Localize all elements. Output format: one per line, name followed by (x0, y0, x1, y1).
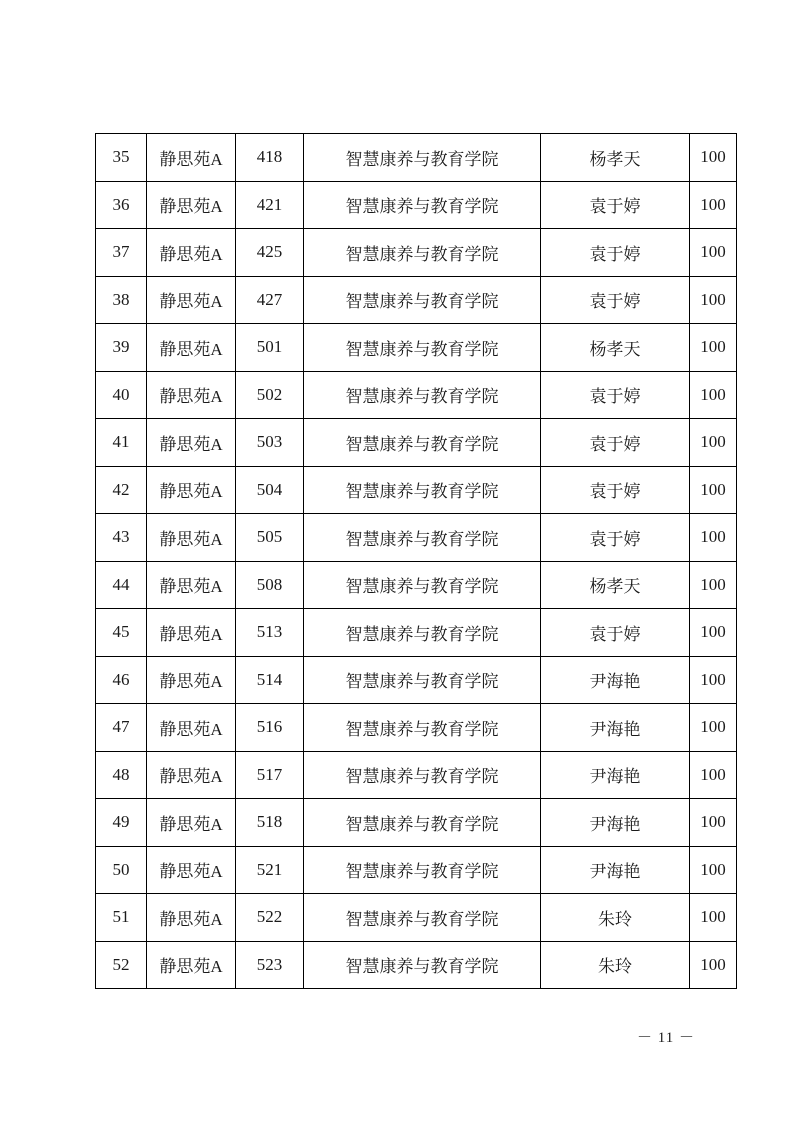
college-cell: 智慧康养与教育学院 (304, 609, 541, 657)
table-row (96, 751, 737, 799)
row-number-cell: 36 (96, 181, 147, 229)
building-cell: 静思苑A (147, 751, 236, 799)
score-cell: 100 (690, 466, 737, 514)
college-cell: 智慧康养与教育学院 (304, 276, 541, 324)
room-number-cell: 514 (236, 656, 304, 704)
building-cell: 静思苑A (147, 799, 236, 847)
college-cell: 智慧康养与教育学院 (304, 324, 541, 372)
score-cell: 100 (690, 134, 737, 182)
staff-name-cell: 朱玲 (541, 894, 690, 942)
score-cell: 100 (690, 894, 737, 942)
room-number-cell: 518 (236, 799, 304, 847)
college-cell: 智慧康养与教育学院 (304, 656, 541, 704)
staff-name-cell: 尹海艳 (541, 751, 690, 799)
building-cell: 静思苑A (147, 276, 236, 324)
score-cell: 100 (690, 276, 737, 324)
room-number-cell: 418 (236, 134, 304, 182)
building-cell: 静思苑A (147, 846, 236, 894)
row-number-cell: 49 (96, 799, 147, 847)
room-number-cell: 502 (236, 371, 304, 419)
room-number-cell: 427 (236, 276, 304, 324)
staff-name-cell: 袁于婷 (541, 609, 690, 657)
staff-name-cell: 袁于婷 (541, 514, 690, 562)
score-cell: 100 (690, 561, 737, 609)
room-number-cell: 521 (236, 846, 304, 894)
staff-name-cell: 袁于婷 (541, 466, 690, 514)
table-row (96, 276, 737, 324)
staff-name-cell: 袁于婷 (541, 419, 690, 467)
building-cell: 静思苑A (147, 656, 236, 704)
score-cell: 100 (690, 324, 737, 372)
building-cell: 静思苑A (147, 134, 236, 182)
score-cell: 100 (690, 846, 737, 894)
table-row (96, 846, 737, 894)
building-cell: 静思苑A (147, 704, 236, 752)
table-row (96, 941, 737, 989)
score-cell: 100 (690, 181, 737, 229)
college-cell: 智慧康养与教育学院 (304, 371, 541, 419)
college-cell: 智慧康养与教育学院 (304, 181, 541, 229)
row-number-cell: 46 (96, 656, 147, 704)
table-row (96, 894, 737, 942)
table-row (96, 799, 737, 847)
college-cell: 智慧康养与教育学院 (304, 419, 541, 467)
table-row (96, 514, 737, 562)
room-number-cell: 513 (236, 609, 304, 657)
row-number-cell: 45 (96, 609, 147, 657)
room-number-cell: 501 (236, 324, 304, 372)
room-number-cell: 517 (236, 751, 304, 799)
room-number-cell: 425 (236, 229, 304, 277)
staff-name-cell: 杨孝天 (541, 324, 690, 372)
building-cell: 静思苑A (147, 894, 236, 942)
row-number-cell: 50 (96, 846, 147, 894)
room-number-cell: 516 (236, 704, 304, 752)
building-cell: 静思苑A (147, 181, 236, 229)
score-cell: 100 (690, 799, 737, 847)
score-cell: 100 (690, 419, 737, 467)
table-row (96, 229, 737, 277)
row-number-cell: 41 (96, 419, 147, 467)
college-cell: 智慧康养与教育学院 (304, 134, 541, 182)
staff-name-cell: 杨孝天 (541, 134, 690, 182)
room-number-cell: 503 (236, 419, 304, 467)
table-row (96, 609, 737, 657)
table-row (96, 419, 737, 467)
table-row (96, 704, 737, 752)
score-cell: 100 (690, 656, 737, 704)
score-cell: 100 (690, 941, 737, 989)
building-cell: 静思苑A (147, 371, 236, 419)
college-cell: 智慧康养与教育学院 (304, 799, 541, 847)
college-cell: 智慧康养与教育学院 (304, 466, 541, 514)
row-number-cell: 35 (96, 134, 147, 182)
score-cell: 100 (690, 609, 737, 657)
row-number-cell: 48 (96, 751, 147, 799)
score-cell: 100 (690, 514, 737, 562)
row-number-cell: 38 (96, 276, 147, 324)
score-table (95, 133, 737, 989)
building-cell: 静思苑A (147, 229, 236, 277)
row-number-cell: 37 (96, 229, 147, 277)
college-cell: 智慧康养与教育学院 (304, 514, 541, 562)
room-number-cell: 508 (236, 561, 304, 609)
staff-name-cell: 尹海艳 (541, 846, 690, 894)
table-row (96, 561, 737, 609)
table-row (96, 181, 737, 229)
room-number-cell: 421 (236, 181, 304, 229)
table-row (96, 324, 737, 372)
room-number-cell: 504 (236, 466, 304, 514)
college-cell: 智慧康养与教育学院 (304, 846, 541, 894)
table-row (96, 656, 737, 704)
college-cell: 智慧康养与教育学院 (304, 941, 541, 989)
college-cell: 智慧康养与教育学院 (304, 229, 541, 277)
staff-name-cell: 尹海艳 (541, 799, 690, 847)
room-number-cell: 505 (236, 514, 304, 562)
room-number-cell: 522 (236, 894, 304, 942)
table-row (96, 134, 737, 182)
staff-name-cell: 尹海艳 (541, 656, 690, 704)
staff-name-cell: 袁于婷 (541, 276, 690, 324)
college-cell: 智慧康养与教育学院 (304, 751, 541, 799)
table-row (96, 466, 737, 514)
dorm-score-table (95, 133, 737, 989)
staff-name-cell: 尹海艳 (541, 704, 690, 752)
room-number-cell: 523 (236, 941, 304, 989)
row-number-cell: 51 (96, 894, 147, 942)
building-cell: 静思苑A (147, 466, 236, 514)
row-number-cell: 42 (96, 466, 147, 514)
college-cell: 智慧康养与教育学院 (304, 704, 541, 752)
staff-name-cell: 袁于婷 (541, 371, 690, 419)
row-number-cell: 39 (96, 324, 147, 372)
row-number-cell: 43 (96, 514, 147, 562)
score-cell: 100 (690, 229, 737, 277)
staff-name-cell: 朱玲 (541, 941, 690, 989)
building-cell: 静思苑A (147, 609, 236, 657)
row-number-cell: 52 (96, 941, 147, 989)
row-number-cell: 44 (96, 561, 147, 609)
building-cell: 静思苑A (147, 514, 236, 562)
row-number-cell: 40 (96, 371, 147, 419)
college-cell: 智慧康养与教育学院 (304, 561, 541, 609)
row-number-cell: 47 (96, 704, 147, 752)
table-body (96, 134, 737, 989)
score-cell: 100 (690, 371, 737, 419)
building-cell: 静思苑A (147, 941, 236, 989)
page-number: － 11 － (637, 1030, 695, 1046)
score-cell: 100 (690, 751, 737, 799)
building-cell: 静思苑A (147, 561, 236, 609)
staff-name-cell: 袁于婷 (541, 181, 690, 229)
college-cell: 智慧康养与教育学院 (304, 894, 541, 942)
staff-name-cell: 杨孝天 (541, 561, 690, 609)
table-row (96, 371, 737, 419)
staff-name-cell: 袁于婷 (541, 229, 690, 277)
building-cell: 静思苑A (147, 419, 236, 467)
score-cell: 100 (690, 704, 737, 752)
building-cell: 静思苑A (147, 324, 236, 372)
